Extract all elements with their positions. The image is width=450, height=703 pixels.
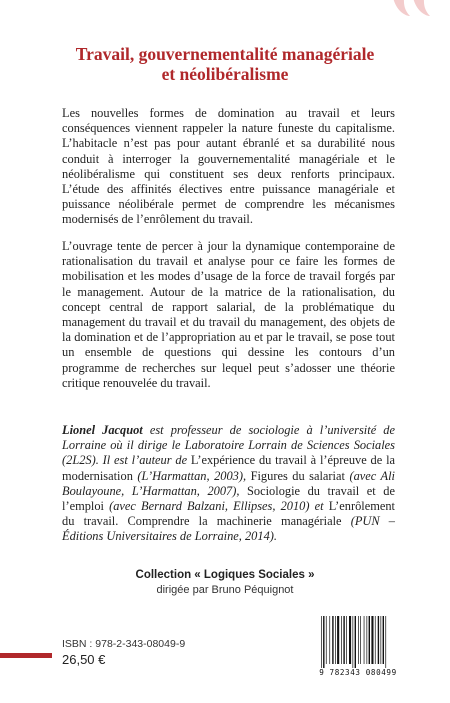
author-bio bbox=[62, 423, 395, 545]
bio-conj: et bbox=[314, 499, 329, 514]
barcode-bar bbox=[323, 616, 324, 668]
barcode-bar bbox=[364, 616, 365, 664]
barcode-bar bbox=[371, 616, 373, 664]
barcode-bar bbox=[378, 616, 379, 664]
barcode-bar bbox=[385, 616, 386, 668]
barcode-bar bbox=[355, 616, 356, 668]
bio-ref-4: (PUN – Éditions Universitaires de Lorraine, 2014). bbox=[62, 514, 395, 544]
barcode-bar bbox=[329, 616, 330, 664]
summary-paragraph-1: Les nouvelles formes de domination au travail et leurs conséquences viennent rappeler la nature funeste du capitalisme. L’habitacle n’est pas pour autant ébranlé et sa durabilité nous conduit à interroger la gouvernementalité managériale et le néolibéralisme qui constituent ses deux renforts principaux. L’étude des affinités électives entre puissance managériale et puissance néolibérale permet de comprendre les mécanismes modernisés de l’enrôlement du travail. bbox=[62, 106, 395, 227]
bio-ref-2: (avec Ali Boulayoune, L’Harmattan, 2007), bbox=[62, 468, 395, 498]
barcode-bar bbox=[326, 616, 327, 664]
isbn-text: ISBN : 978-2-343-08049-9 bbox=[62, 638, 186, 650]
title-line-2: et néolibéralisme bbox=[161, 64, 289, 84]
barcode-bar bbox=[375, 616, 376, 664]
barcode-bar bbox=[332, 616, 333, 664]
barcode-bar bbox=[346, 616, 347, 664]
barcode-bar bbox=[349, 616, 351, 664]
book-title bbox=[0, 44, 450, 84]
collection-name: Collection « Logiques Sociales » bbox=[135, 569, 315, 581]
barcode-bar bbox=[381, 616, 382, 664]
bio-book-2: Figures du salariat bbox=[250, 468, 350, 483]
bio-book-1: L’expérience du travail à l’épreuve de la modernisation bbox=[62, 453, 396, 483]
barcode-bar bbox=[341, 616, 342, 664]
bio-ref-1: (L’Harmattan, 2003), bbox=[137, 468, 251, 483]
summary-paragraph-2: L’ouvrage tente de percer à jour la dynamique contemporaine de rationalisation du travail et analyse pour ce faire les formes de mobilisation et les modes d’usage de la force de travail forgés par le management. Autour de la matrice de la rationalisation, du concept central de rapport salarial, de la problématique du management du travail et du travail du management, des objets de la domination et de l’appropriation au et par le travail, se pose tout un ensemble de questions qui dessine les contours d’un programme de recherches sur lequel peut s’adosser une théorie critique renouvelée du travail. bbox=[62, 239, 395, 390]
bio-book-3: Sociologie du travail et de l’emploi bbox=[62, 483, 395, 514]
barcode-bar bbox=[369, 616, 370, 664]
title-line-1: Travail, gouvernementalité managériale bbox=[75, 44, 375, 64]
barcode-bar bbox=[360, 616, 361, 664]
barcode-bar bbox=[343, 616, 344, 664]
accent-bar bbox=[0, 653, 52, 658]
barcode-bar bbox=[353, 616, 354, 668]
barcode-bar bbox=[337, 616, 339, 664]
barcode-bar bbox=[358, 616, 359, 664]
bio-text-1: est professeur de sociologie à l’université de Lorraine où il dirige le Laboratoire Lorrain de Sciences Sociales (2L2S). Il est l’auteur de bbox=[62, 423, 395, 468]
author-name: Lionel Jacquot bbox=[62, 423, 143, 437]
bio-book-4: L’enrôlement du travail. Comprendre la machinerie managériale bbox=[62, 499, 395, 529]
collection-info bbox=[0, 568, 450, 597]
bio-ref-3: (avec Bernard Balzani, Ellipses, 2010) bbox=[109, 499, 315, 514]
barcode-bar bbox=[367, 616, 368, 664]
barcode-bar bbox=[383, 616, 384, 664]
collection-director: dirigée par Bruno Péquignot bbox=[156, 584, 294, 596]
quote-mark-icon bbox=[384, 0, 436, 38]
barcode-bar bbox=[335, 616, 336, 664]
price-text: 26,50 € bbox=[62, 652, 106, 667]
barcode-number: 9 782343 080499 bbox=[319, 668, 397, 677]
barcode-bar bbox=[321, 616, 322, 668]
